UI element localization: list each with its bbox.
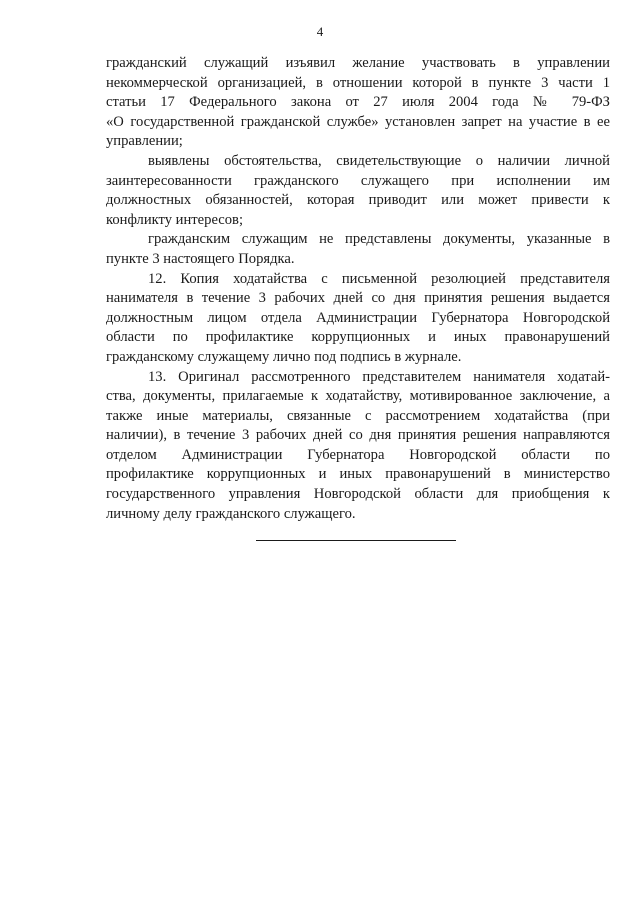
text-line: конфликту интересов;: [106, 211, 244, 228]
text-line: ства, документы, прилагаемые к ходатайству, мотивированное заключение, а: [106, 388, 610, 405]
text-line: гражданским служащим не представлены документы, указанные в: [148, 231, 610, 248]
text-line: статьи 17 Федерального закона от 27 июля 2004 года № 79-ФЗ: [106, 94, 610, 111]
text-line: пункте 3 настоящего Порядка.: [106, 250, 295, 267]
page-number: 4: [316, 24, 324, 39]
text-line: государственного управления Новгородской области для приобщения к: [106, 486, 610, 503]
text-line: также иные материалы, связанные с рассмотрением ходатайства (при: [106, 407, 610, 424]
closing-rule: [256, 540, 456, 541]
text-line: должностных обязанностей, которая приводит или может привести к: [106, 192, 610, 209]
text-line: «О государственной гражданской службе» установлен запрет на участие в ее: [106, 113, 610, 130]
text-line: личному делу гражданского служащего.: [106, 505, 356, 522]
text-line: гражданскому служащему лично под подпись в журнале.: [106, 348, 462, 365]
text-line: выявлены обстоятельства, свидетельствующие о наличии личной: [148, 152, 610, 169]
text-line: некоммерческой организацией, в отношении которой в пункте 3 части 1: [106, 74, 610, 91]
text-line: 13. Оригинал рассмотренного представителем нанимателя ходатай-: [148, 368, 610, 385]
text-line: гражданский служащий изъявил желание участвовать в управлении: [106, 55, 610, 71]
text-line: профилактике коррупционных и иных правонарушений в министерство: [106, 466, 610, 483]
text-line: наличии), в течение 3 рабочих дней со дня принятия решения направляются: [106, 427, 610, 444]
text-line: области по профилактике коррупционных и иных правонарушений: [106, 329, 610, 346]
text-line: 12. Копия ходатайства с письменной резолюцией представителя: [148, 270, 610, 287]
document-body: [106, 54, 610, 524]
text-line: должностным лицом отдела Администрации Губернатора Новгородской: [106, 309, 610, 326]
text-line: нанимателя в течение 3 рабочих дней со дня принятия решения выдается: [106, 290, 610, 307]
text-line: отделом Администрации Губернатора Новгородской области по: [106, 446, 610, 463]
text-line: управлении;: [106, 133, 183, 150]
text-line: заинтересованности гражданского служащего при исполнении им: [106, 172, 610, 189]
